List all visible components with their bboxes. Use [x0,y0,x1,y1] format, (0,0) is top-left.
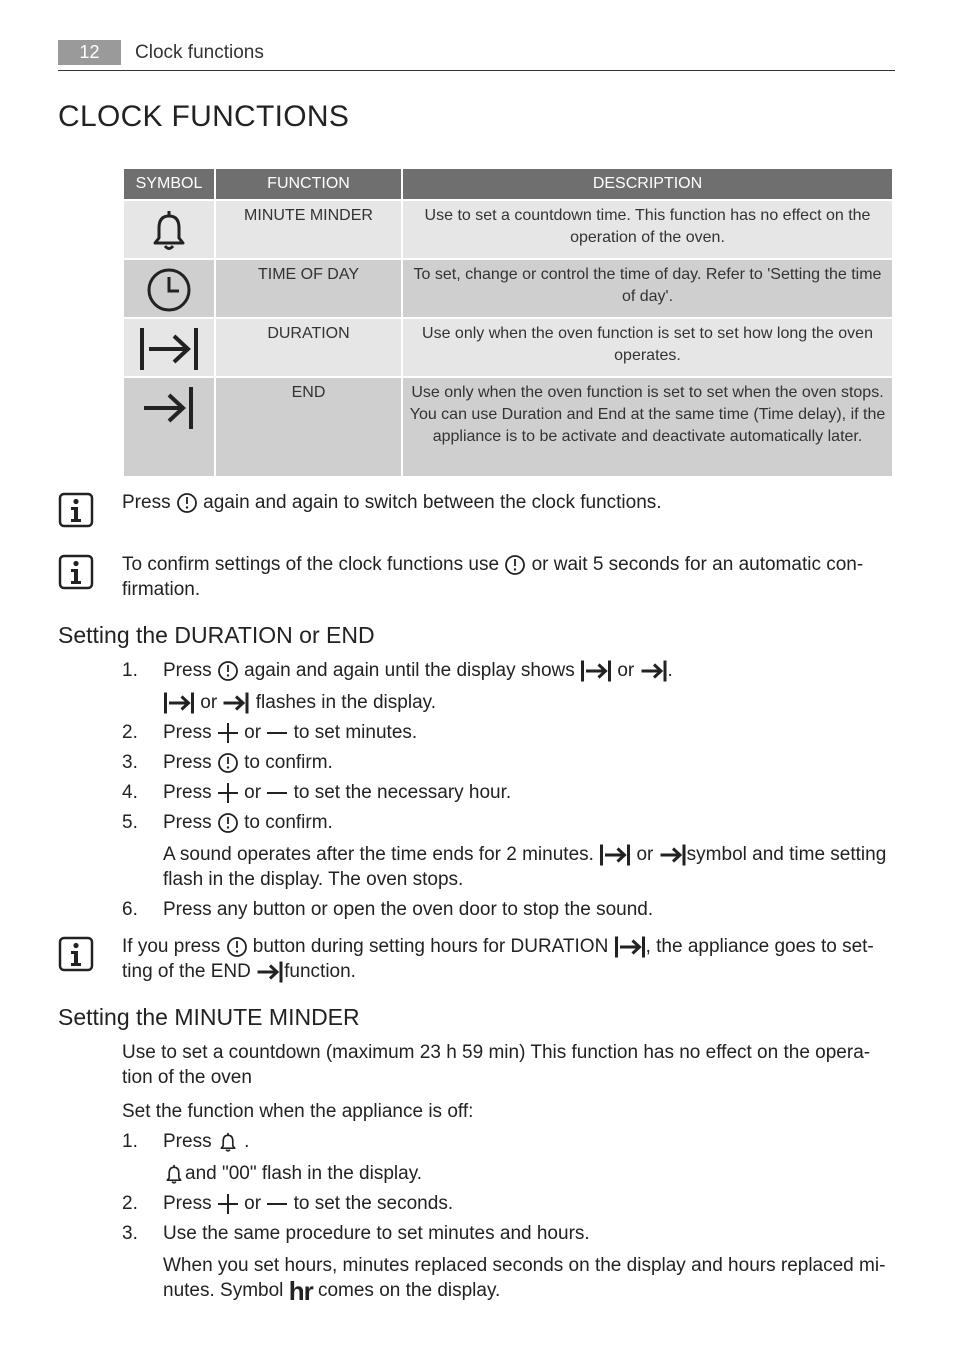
duration-step-3: Press to confirm. [163,752,333,773]
step-number: 3. [122,752,138,773]
plus-icon [217,722,239,744]
note-confirm-settings-cont: firmation. [122,579,201,600]
minute-step-3-note-cont: nutes. Symbol hr comes on the display. [163,1276,501,1306]
end-icon [256,960,284,984]
function-cell: MINUTE MINDER [215,200,402,259]
minute-step-2: Press or to set the seconds. [163,1193,454,1214]
page-header [58,40,895,71]
hr-symbol: hr [288,1276,313,1306]
clock-button-icon [176,492,198,514]
step-number: 2. [122,1193,138,1214]
step-number: 1. [122,1131,138,1152]
bell-icon [146,207,192,253]
minus-icon [266,1193,288,1215]
description-cell: Use only when the oven function is set to set how long the oven operates. [402,318,893,377]
duration-step-2: Press or to set minutes. [163,722,418,743]
symbol-cell [123,318,215,377]
step-number: 6. [122,899,138,920]
end-icon [222,691,250,715]
page-number: 12 [58,40,121,65]
symbol-cell [123,259,215,318]
duration-step-4: Press or to set the necessary hour. [163,782,512,803]
end-icon [640,659,668,683]
minute-step-3: Use the same procedure to set minutes and hours. [163,1223,590,1244]
bell-icon [217,1130,239,1154]
note-duration-to-end-cont: ting of the END function. [122,961,356,982]
column-header-symbol: SYMBOL [123,169,215,200]
minus-icon [266,722,288,744]
column-header-description: DESCRIPTION [402,169,893,200]
clock-button-icon [504,554,526,576]
table-row [123,259,893,318]
step-number: 5. [122,812,138,833]
duration-step-1: Press again and again until the display shows or . [163,660,673,681]
function-cell: DURATION [215,318,402,377]
plus-icon [217,782,239,804]
info-icon [58,936,94,972]
clock-icon [145,266,193,314]
clock-button-icon [217,752,239,774]
page-title: CLOCK FUNCTIONS [58,100,350,133]
step-number: 3. [122,1223,138,1244]
minute-minder-precondition: Set the function when the appliance is off: [122,1101,474,1122]
table-row [123,318,893,377]
minute-step-1-note: and "00" flash in the display. [163,1161,422,1186]
info-icon [58,554,94,590]
note-confirm-settings: To confirm settings of the clock functions use or wait 5 seconds for an automatic con- [122,554,864,575]
bell-icon [163,1162,185,1186]
duration-icon [580,659,612,683]
column-header-function: FUNCTION [215,169,402,200]
description-cell: Use only when the oven function is set to set when the oven stops. You can use Duration and End at the same time (Time delay), if the appliance is to be activate and deactivate automatically later. [402,377,893,477]
note-duration-to-end: If you press button during setting hours for DURATION , the appliance goes to set- [122,936,874,957]
duration-icon [163,691,195,715]
table-row [123,377,893,477]
clock-button-icon [217,812,239,834]
symbol-cell [123,377,215,477]
note-switch-functions: Press again and again to switch between the clock functions. [122,492,662,513]
function-cell: END [215,377,402,477]
clock-functions-table [122,169,894,478]
description-cell: Use to set a countdown time. This function has no effect on the operation of the oven. [402,200,893,259]
duration-step-1-note: or flashes in the display. [163,690,436,715]
duration-step-5: Press to confirm. [163,812,333,833]
duration-icon [614,935,646,959]
section-name: Clock functions [135,42,264,63]
minus-icon [266,782,288,804]
step-number: 2. [122,722,138,743]
table-row [123,200,893,259]
plus-icon [217,1193,239,1215]
minute-minder-intro: Use to set a countdown (maximum 23 h 59 min) This function has no effect on the opera- [122,1042,871,1063]
clock-button-icon [226,936,248,958]
clock-button-icon [217,660,239,682]
end-icon [141,384,197,432]
duration-icon [599,843,631,867]
minute-step-1: Press . [163,1131,250,1152]
end-icon [659,843,687,867]
minute-minder-intro-cont: tion of the oven [122,1067,252,1088]
description-cell: To set, change or control the time of day. Refer to 'Setting the time of day'. [402,259,893,318]
duration-step-5-note: A sound operates after the time ends for 2 minutes. or symbol and time setting [163,844,887,865]
duration-step-5-note-cont: flash in the display. The oven stops. [163,869,464,890]
symbol-cell [123,200,215,259]
duration-heading: Setting the DURATION or END [58,622,375,648]
duration-icon [137,325,201,373]
step-number: 4. [122,782,138,803]
minute-minder-heading: Setting the MINUTE MINDER [58,1004,360,1030]
info-icon [58,492,94,528]
duration-step-6: Press any button or open the oven door to stop the sound. [163,899,654,920]
function-cell: TIME OF DAY [215,259,402,318]
minute-step-3-note: When you set hours, minutes replaced seconds on the display and hours replaced mi- [163,1255,886,1276]
table-header-row [123,169,893,200]
step-number: 1. [122,660,138,681]
